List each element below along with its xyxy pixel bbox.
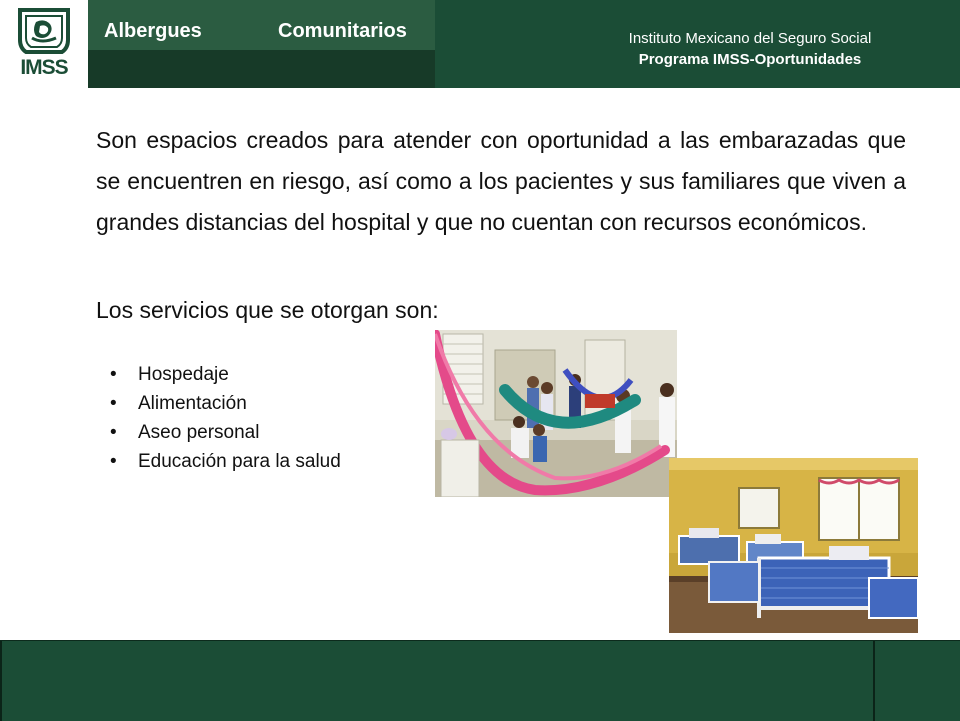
list-item (110, 447, 341, 476)
bullet-icon: • (110, 451, 117, 472)
institution-block (560, 28, 940, 70)
footer-divider (873, 641, 875, 721)
dormitory-beds-photo (669, 458, 918, 633)
title-band-bottom (88, 50, 435, 88)
title-word-albergues: Albergues (104, 20, 202, 42)
list-item-label: Educación para la salud (138, 451, 341, 472)
services-list (110, 360, 341, 476)
bullet-icon: • (110, 364, 117, 385)
footer-bar (0, 640, 960, 721)
description-paragraph: Son espacios creados para atender con oportunidad a las embarazadas que se encuentren en riesgo, así como a los pacientes y sus familiares que viven a grandes distancias del hospital y que no cuentan con recursos económicos. (96, 127, 906, 235)
list-item-label: Aseo personal (138, 422, 260, 443)
institution-name: Instituto Mexicano del Seguro Social (628, 30, 872, 47)
list-item-label: Hospedaje (138, 364, 229, 385)
title-word-comunitarios: Comunitarios (278, 20, 407, 42)
title-band (88, 0, 435, 88)
list-item (110, 389, 341, 418)
list-item (110, 360, 341, 389)
logo-text: IMSS (20, 56, 68, 79)
list-item (110, 418, 341, 447)
bullet-icon: • (110, 393, 117, 414)
program-name: Programa IMSS-Oportunidades (638, 51, 862, 68)
footer-left-edge (0, 641, 2, 721)
header-bar (0, 0, 960, 88)
bullet-icon: • (110, 422, 117, 443)
hammocks-room-photo (435, 330, 677, 497)
imss-logo (0, 0, 89, 88)
list-item-label: Alimentación (138, 393, 247, 414)
services-intro: Los servicios que se otorgan son: (96, 297, 439, 323)
